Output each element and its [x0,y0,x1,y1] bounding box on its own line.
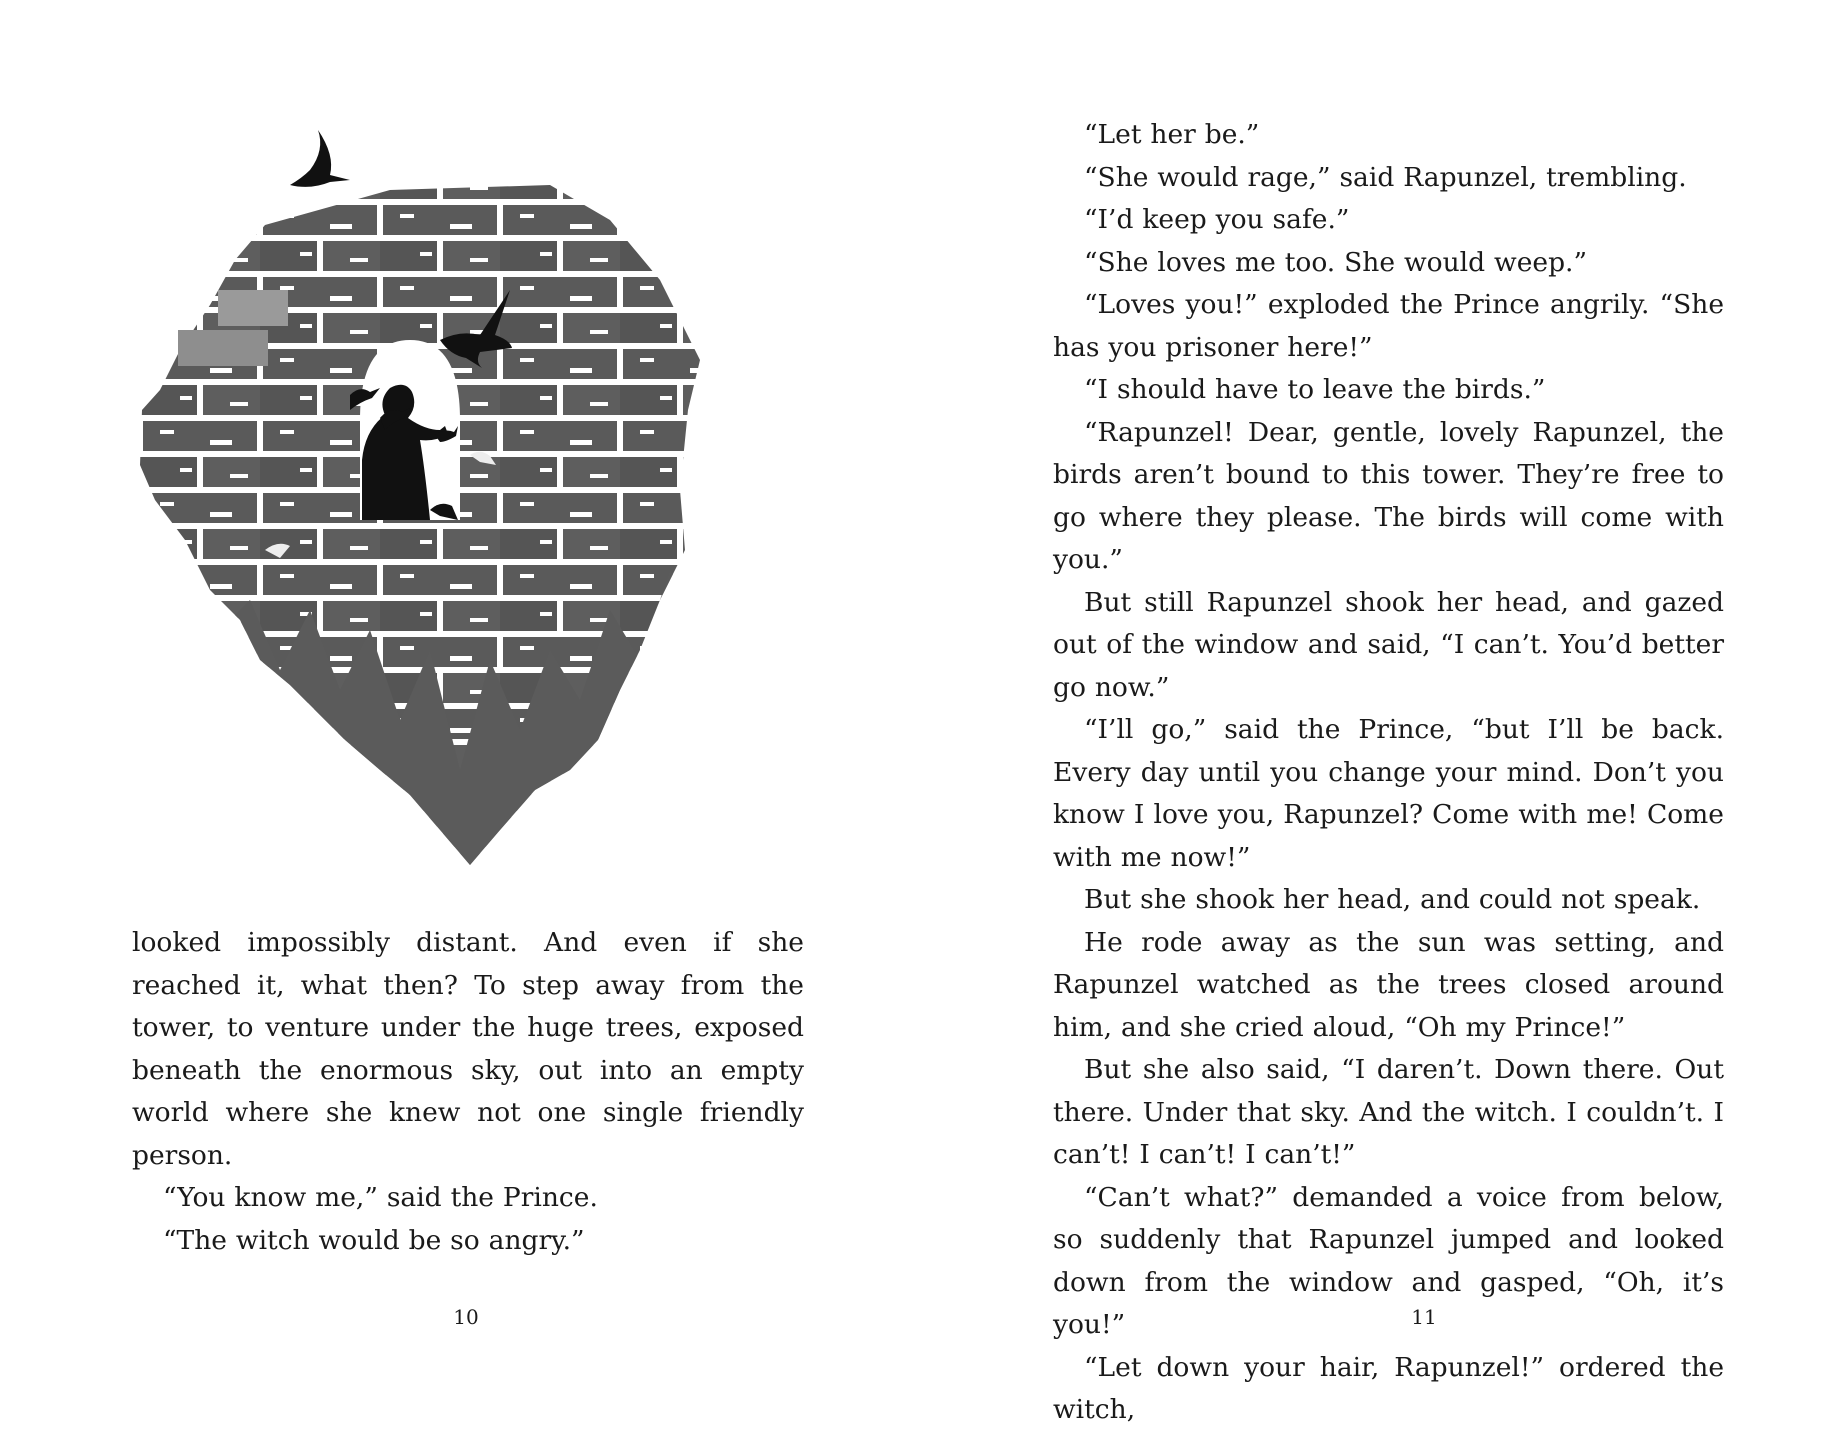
paragraph: But she shook her head, and could not speak. [1084,884,1701,915]
paragraph: “I’ll go,” said the Prince, “but I’ll be back. Every day until you change your mind. Don’t you know I love you, Rapunzel? Come with me! Come with me now!” [1053,714,1724,873]
paragraph: “You know me,” said the Prince. [163,1182,598,1213]
paragraph: “Rapunzel! Dear, gentle, lovely Rapunzel, the birds aren’t bound to this tower. They’re free to go where they please. The birds will come with you.” [1053,416,1724,575]
page-number: 10 [453,1305,479,1329]
paragraph: But she also said, “I daren’t. Down there. Out there. Under that sky. And the witch. I couldn’t. I can’t! I can’t! I can’t!” [1053,1054,1724,1170]
paragraph: “She loves me too. She would weep.” [1084,246,1588,278]
left-page [0,0,924,1395]
paragraph: He rode away as the sun was setting, and Rapunzel watched as the trees closed around him, and she cried aloud, “Oh my Prince!” [1053,926,1724,1043]
left-page-text [132,922,804,1262]
paragraph: “Can’t what?” demanded a voice from below, so suddenly that Rapunzel jumped and looked down from the window and gasped, “Oh, it’s you!” [1053,1181,1724,1340]
paragraph: “Loves you!” exploded the Prince angrily. “She has you prisoner here!” [1053,289,1724,363]
paragraph: “Let her be.” [1084,119,1260,150]
bird-flying-icon [290,130,350,187]
faded-brick [178,330,268,366]
right-page-text [1053,114,1724,1432]
paragraph: “I should have to leave the birds.” [1084,374,1546,405]
tower-window-illustration [140,130,830,910]
paragraph: looked impossibly distant. And even if she reached it, what then? To step away from the tower, to venture under the huge trees, exposed beneath the enormous sky, out into an empty world where she knew not one single friendly person. [132,927,804,1171]
faded-brick [218,290,288,326]
paragraph: “I’d keep you safe.” [1084,204,1350,235]
right-page [924,0,1848,1425]
paragraph: “The witch would be so angry.” [163,1224,585,1256]
page-number: 11 [1411,1305,1437,1329]
paragraph: “Let down your hair, Rapunzel!” ordered the witch, [1053,1351,1724,1425]
paragraph: “She would rage,” said Rapunzel, trembling. [1084,161,1687,193]
paragraph: But still Rapunzel shook her head, and gazed out of the window and said, “I can’t. You’d better go now.” [1053,586,1724,703]
